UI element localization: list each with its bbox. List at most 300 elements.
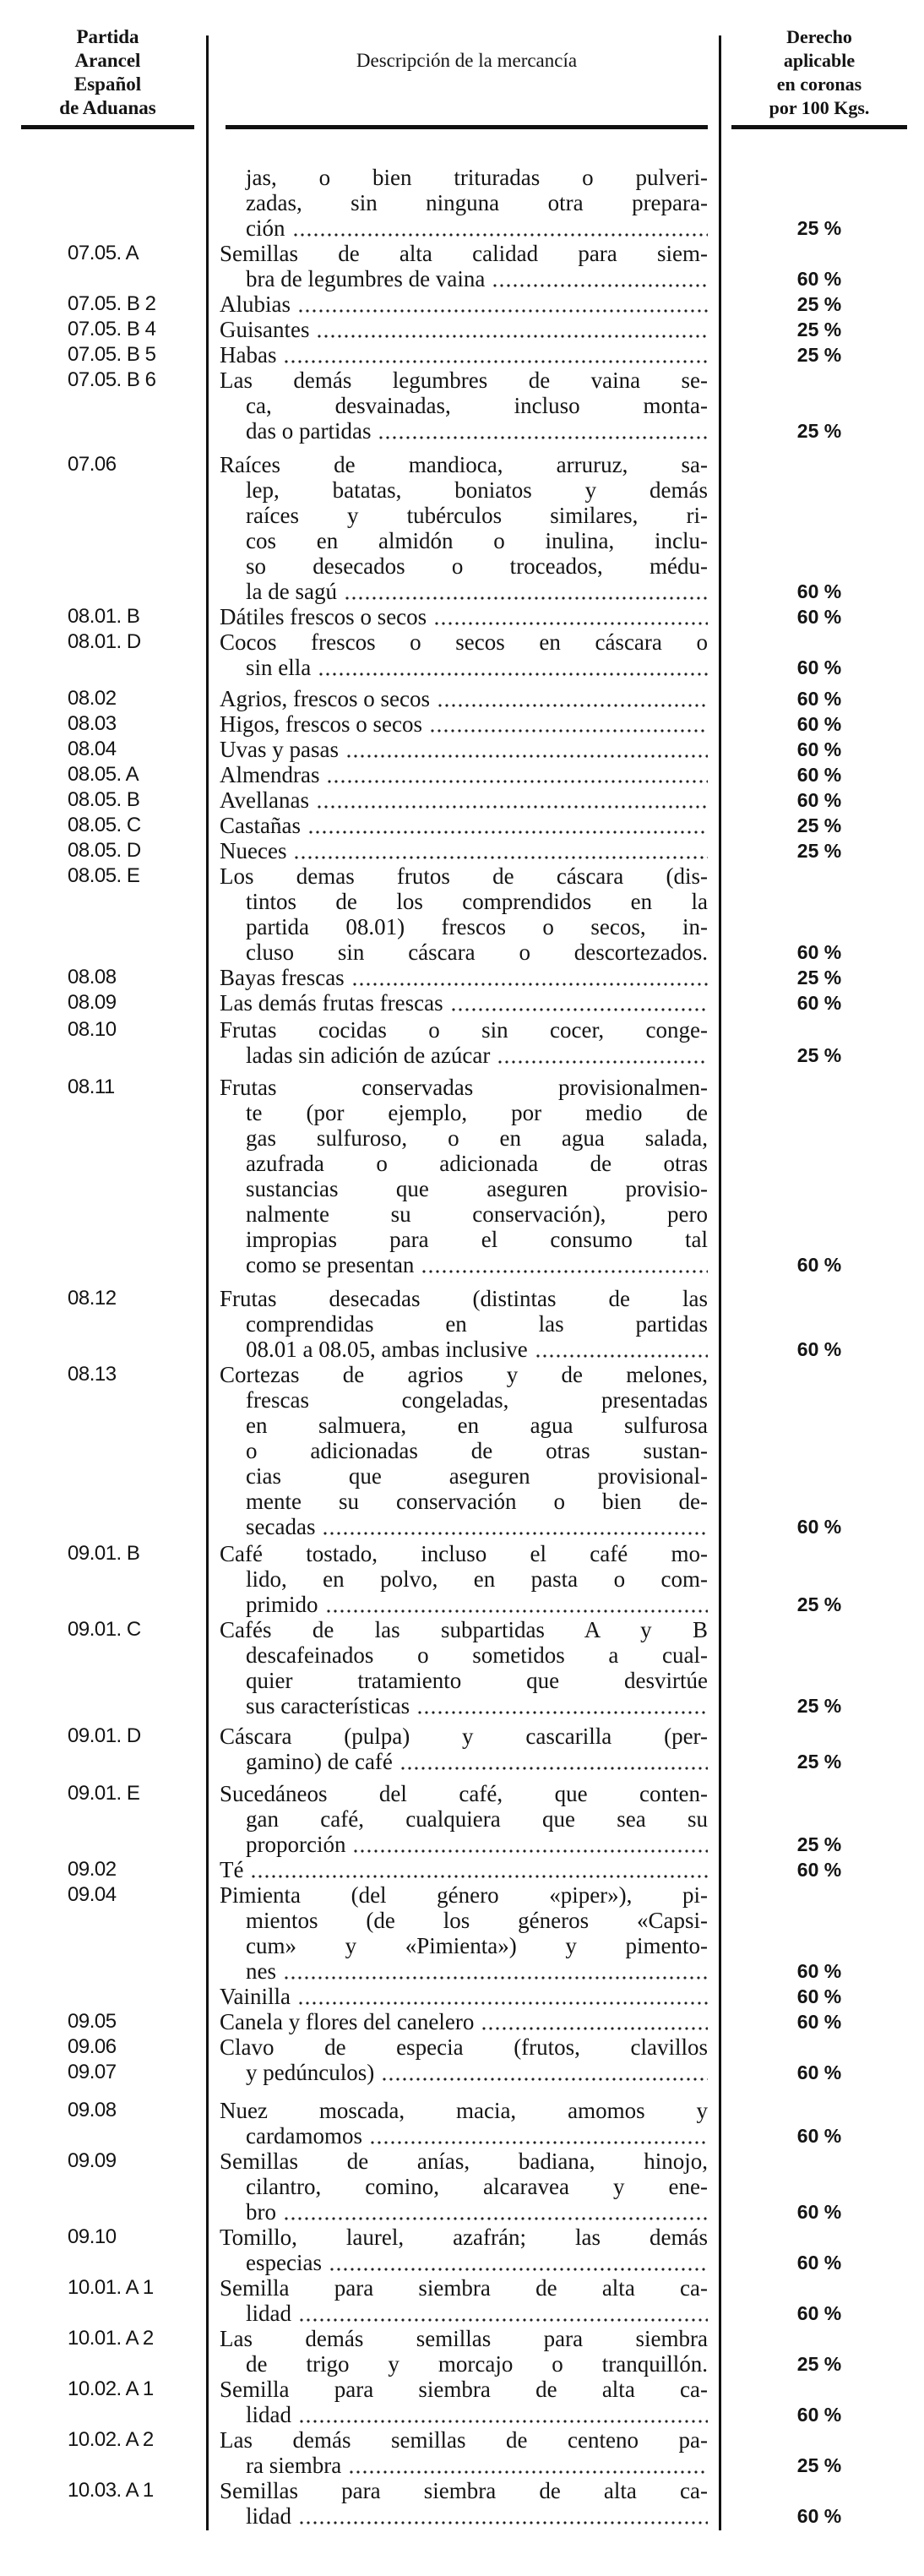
description-text: Las demás legumbres de vaina se- (220, 368, 708, 393)
table-row (0, 1781, 924, 1857)
description-text: ladas sin adición de azúcar (246, 1043, 491, 1068)
merchandise-description (220, 2148, 708, 2225)
partida-code (68, 813, 203, 838)
description-text: Vainilla (220, 1984, 291, 2009)
description-line (220, 1984, 708, 2009)
description-line (220, 2453, 708, 2478)
description-text: das o partidas (246, 418, 372, 444)
description-text: jas, o bien trituradas o pulveri- (246, 165, 708, 190)
description-line (220, 2503, 708, 2529)
partida-code (68, 2148, 203, 2174)
description-line (220, 477, 708, 503)
table-row (0, 629, 924, 680)
duty-rate: 25 % (796, 293, 842, 315)
table-row (0, 452, 924, 604)
merchandise-description (220, 165, 708, 241)
partida-code-line: 08.11 (68, 1076, 115, 1098)
description-text: Uvas y pasas (220, 737, 339, 762)
description-line (220, 655, 708, 680)
description-line (220, 1176, 708, 1201)
merchandise-description (220, 241, 708, 291)
description-line (220, 2351, 708, 2377)
partida-code-line: 07.05. A (68, 242, 139, 264)
partida-code-line: 08.13 (68, 1363, 117, 1386)
partida-code-line: 09.01. E (68, 1782, 140, 1805)
duty-rate: 25 % (796, 217, 842, 239)
partida-code (68, 1617, 203, 1642)
table-row (0, 965, 924, 990)
duty-rate: 60 % (796, 1985, 842, 2007)
description-line (220, 342, 708, 368)
header-line: por 100 Kgs. (769, 97, 870, 118)
merchandise-description (220, 813, 708, 838)
description-line (220, 1781, 708, 1806)
partida-code (68, 2275, 203, 2301)
description-line (220, 452, 708, 477)
table-row (0, 1286, 924, 1362)
description-text: Los demas frutos de cáscara (dis- (220, 863, 708, 889)
partida-code (68, 2225, 203, 2250)
description-line (220, 1438, 708, 1463)
merchandise-description (220, 342, 708, 368)
description-line (220, 1592, 708, 1617)
description-text: ra siembra (246, 2453, 342, 2478)
dot-leader (421, 1252, 708, 1277)
duty-rate: 25 % (796, 1044, 842, 1066)
description-text: lidad (246, 2301, 291, 2326)
description-line (220, 215, 708, 241)
description-text: Frutas desecadas (distintas de las (220, 1286, 708, 1311)
dot-leader (322, 1514, 708, 1539)
header-line: Español (73, 74, 142, 95)
description-line (220, 990, 708, 1016)
description-line (220, 914, 708, 939)
partida-code-line: 07.05. B 6 (68, 368, 156, 391)
partida-code-line: 08.05. C (68, 814, 141, 836)
table-row (0, 2225, 924, 2275)
description-line (220, 1387, 708, 1413)
description-text: mente su conservación o bien de- (246, 1489, 708, 1514)
description-text: 08.01 a 08.05, ambas inclusive (246, 1337, 528, 1362)
header-line: Derecho (786, 26, 852, 47)
partida-code (68, 990, 203, 1016)
description-text: mientos (de los géneros «Capsi- (246, 1908, 708, 1933)
dot-leader (344, 579, 708, 604)
duty-rate: 60 % (796, 1960, 842, 1982)
partida-code (68, 291, 203, 317)
dot-leader (326, 762, 708, 787)
table-row (0, 1075, 924, 1277)
dot-leader (378, 418, 708, 444)
description-text: sustancias que aseguren provisio- (246, 1176, 708, 1201)
dot-leader (283, 1958, 708, 1984)
merchandise-description (220, 838, 708, 863)
description-text: Nuez moscada, macia, amomos y (220, 2098, 708, 2123)
partida-code (68, 2034, 203, 2085)
description-line (220, 393, 708, 418)
description-text: Alubias (220, 291, 291, 317)
description-line (220, 1724, 708, 1749)
duty-rate: 25 % (796, 1695, 842, 1717)
partida-code (68, 1286, 203, 1311)
partida-code-line: 09.02 (68, 1858, 117, 1881)
description-text: raíces y tubérculos similares, ri- (246, 503, 708, 528)
partida-code-line: 07.05. B 4 (68, 318, 156, 340)
header-line: en coronas (776, 74, 862, 95)
merchandise-description (220, 2377, 708, 2427)
duty-rate: 60 % (796, 1254, 842, 1276)
description-line (220, 165, 708, 190)
merchandise-description (220, 317, 708, 342)
partida-code (68, 1362, 203, 1387)
partida-code-line: 09.07 (68, 2061, 117, 2083)
partida-code (68, 711, 203, 737)
description-text: la de sagú (246, 579, 337, 604)
description-line (220, 1857, 708, 1882)
table-row (0, 165, 924, 241)
description-text: cardamomos (246, 2123, 362, 2148)
partida-code (68, 686, 203, 711)
partida-code-line: 10.03. A 1 (68, 2479, 154, 2502)
description-text: Té (220, 1857, 244, 1882)
duty-rate: 25 % (796, 840, 842, 862)
dot-leader (345, 737, 708, 762)
description-text: cias que aseguren provisional- (246, 1463, 708, 1489)
tariff-table-body (0, 165, 924, 2529)
duty-rate: 25 % (796, 1833, 842, 1855)
partida-code-line: 08.02 (68, 687, 117, 710)
partida-code (68, 2427, 203, 2453)
description-text: lido, en polvo, en pasta o com- (246, 1566, 708, 1592)
table-row (0, 813, 924, 838)
duty-rate: 60 % (796, 2302, 842, 2324)
description-text: comprendidas en las partidas (246, 1311, 708, 1337)
duty-rate: 25 % (796, 1593, 842, 1615)
partida-code-line: 08.01. B (68, 605, 140, 628)
description-line (220, 1693, 708, 1718)
description-text: Cafés de las subpartidas A y B (220, 1617, 708, 1642)
partida-code-line: 10.02. A 2 (68, 2428, 154, 2451)
dot-leader (351, 965, 708, 990)
partida-code-line: 09.01. B (68, 1542, 140, 1565)
description-text: Frutas conservadas provisionalmen- (220, 1075, 708, 1100)
partida-code-line: 10.01. A 2 (68, 2327, 154, 2350)
description-line (220, 1151, 708, 1176)
table-row (0, 1724, 924, 1774)
description-line (220, 965, 708, 990)
table-row (0, 2275, 924, 2326)
duty-rate: 60 % (796, 1338, 842, 1360)
description-text: bra de legumbres de vaina (246, 266, 486, 291)
table-row (0, 241, 924, 291)
description-line (220, 1617, 708, 1642)
description-line (220, 939, 708, 965)
partida-code-line: 09.04 (68, 1883, 117, 1906)
description-text: zadas, sin ninguna otra prepara- (246, 190, 708, 215)
dot-leader (348, 2453, 708, 2478)
description-line (220, 553, 708, 579)
duty-rate: 60 % (796, 1516, 842, 1538)
description-text: sin ella (246, 655, 312, 680)
description-text: Guisantes (220, 317, 310, 342)
duty-rate: 60 % (796, 1859, 842, 1881)
merchandise-description (220, 2478, 708, 2529)
description-text: Las demás semillas de centeno pa- (220, 2427, 708, 2453)
description-text: partida 08.01) frescos o secos, in- (246, 914, 708, 939)
description-text: tintos de los comprendidos en la (246, 889, 708, 914)
table-row (0, 2009, 924, 2034)
table-row (0, 2326, 924, 2377)
merchandise-description (220, 2098, 708, 2148)
partida-code (68, 737, 203, 762)
table-row (0, 1017, 924, 1068)
description-text: Castañas (220, 813, 301, 838)
description-text: gan café, cualquiera que sea su (246, 1806, 708, 1832)
partida-code (68, 2478, 203, 2503)
dot-leader (307, 813, 708, 838)
dot-leader (297, 1984, 708, 2009)
merchandise-description (220, 787, 708, 813)
duty-rate: 60 % (796, 764, 842, 786)
partida-code-line: 07.06 (68, 453, 117, 476)
description-text: Raíces de mandioca, arruruz, sa- (220, 452, 708, 477)
partida-code-line: 09.01. C (68, 1618, 141, 1641)
table-row (0, 838, 924, 863)
merchandise-description (220, 1781, 708, 1857)
column-header-partida (21, 25, 194, 120)
description-line (220, 2427, 708, 2453)
description-line (220, 266, 708, 291)
description-text: como se presentan (246, 1252, 415, 1277)
merchandise-description (220, 604, 708, 629)
header-line: de Aduanas (59, 97, 156, 118)
description-text: ción (246, 215, 285, 241)
description-line (220, 629, 708, 655)
description-line (220, 1642, 708, 1668)
header-line: Partida (76, 26, 139, 47)
description-line (220, 2225, 708, 2250)
description-line (220, 813, 708, 838)
partida-code-line: 07.05. B 2 (68, 292, 156, 315)
duty-rate: 25 % (796, 319, 842, 340)
description-line (220, 2148, 708, 2174)
table-row (0, 2034, 924, 2085)
partida-code (68, 604, 203, 629)
dot-leader (316, 317, 708, 342)
partida-code-line: 08.10 (68, 1018, 117, 1041)
description-line (220, 1749, 708, 1774)
duty-rate: 60 % (796, 268, 842, 290)
description-line (220, 1311, 708, 1337)
dot-leader (292, 215, 709, 241)
description-line (220, 1100, 708, 1125)
partida-code (68, 787, 203, 813)
description-text: Café tostado, incluso el café mo- (220, 1541, 708, 1566)
table-row (0, 604, 924, 629)
description-line (220, 1832, 708, 1857)
merchandise-description (220, 1984, 708, 2009)
dot-leader (429, 711, 708, 737)
description-line (220, 1566, 708, 1592)
partida-code (68, 368, 203, 393)
duty-rate: 25 % (796, 814, 842, 836)
partida-code-line: 08.05. B (68, 788, 140, 811)
table-row (0, 1617, 924, 1718)
description-text: lep, batatas, boniatos y demás (246, 477, 708, 503)
description-line (220, 190, 708, 215)
dot-leader (450, 990, 708, 1016)
partida-code-line: 08.04 (68, 738, 117, 760)
partida-code-line: 08.03 (68, 712, 117, 735)
dot-leader (399, 1749, 708, 1774)
partida-code-line: 09.10 (68, 2225, 117, 2248)
partida-code (68, 863, 203, 889)
description-line (220, 241, 708, 266)
description-line (220, 863, 708, 889)
description-line (220, 2377, 708, 2402)
description-text: Semilla para siembra de alta ca- (220, 2275, 708, 2301)
description-line (220, 1933, 708, 1958)
dot-leader (433, 604, 708, 629)
merchandise-description (220, 863, 708, 965)
dot-leader (293, 838, 708, 863)
table-row (0, 1882, 924, 1984)
description-line (220, 2250, 708, 2275)
merchandise-description (220, 2225, 708, 2275)
description-line (220, 1882, 708, 1908)
dot-leader (283, 342, 708, 368)
partida-code-line: 08.09 (68, 991, 117, 1014)
merchandise-description (220, 1857, 708, 1882)
description-text: gas sulfuroso, o en agua salada, (246, 1125, 708, 1151)
description-text: y pedúnculos) (246, 2060, 375, 2085)
description-line (220, 2009, 708, 2034)
description-line (220, 2098, 708, 2123)
description-line (220, 418, 708, 444)
table-row (0, 1984, 924, 2009)
partida-code-line: 10.02. A 1 (68, 2377, 154, 2400)
table-row (0, 2148, 924, 2225)
description-text: cos en almidón o inulina, inclu- (246, 528, 708, 553)
description-text: Cortezas de agrios y de melones, (220, 1362, 708, 1387)
merchandise-description (220, 2275, 708, 2326)
description-text: Higos, frescos o secos (220, 711, 422, 737)
column-header-derecho (731, 25, 907, 120)
description-line (220, 2301, 708, 2326)
partida-code (68, 2377, 203, 2402)
partida-code-line: 08.08 (68, 966, 117, 988)
partida-code (68, 2009, 203, 2034)
partida-code-line: 07.05. B 5 (68, 343, 156, 366)
description-line (220, 838, 708, 863)
description-line (220, 1252, 708, 1277)
description-text: secadas (246, 1514, 316, 1539)
merchandise-description (220, 2427, 708, 2478)
dot-leader (298, 2503, 708, 2529)
description-text: Cocos frescos o secos en cáscara o (220, 629, 708, 655)
description-line (220, 711, 708, 737)
description-text: de trigo y morcajo o tranquillón. (246, 2351, 708, 2377)
description-line (220, 2199, 708, 2225)
description-line (220, 503, 708, 528)
description-line (220, 1017, 708, 1043)
description-text: Las demás semillas para siembra (220, 2326, 708, 2351)
table-row (0, 2377, 924, 2427)
description-text: cum» y «Pimienta») y pimento- (246, 1933, 708, 1958)
merchandise-description (220, 1075, 708, 1277)
duty-rate: 25 % (796, 2454, 842, 2476)
column-header-descripcion (226, 49, 708, 73)
dot-leader (316, 787, 708, 813)
description-text: nalmente su conservación), pero (246, 1201, 708, 1227)
partida-code (68, 762, 203, 787)
description-text: descafeinados o sometidos a cual- (246, 1642, 708, 1668)
partida-code (68, 629, 203, 655)
description-text: Semillas de alta calidad para siem- (220, 241, 708, 266)
description-line (220, 787, 708, 813)
description-text: Almendras (220, 762, 320, 787)
merchandise-description (220, 629, 708, 680)
merchandise-description (220, 1286, 708, 1362)
description-text: quier tratamiento que desvirtúe (246, 1668, 708, 1693)
dot-leader (416, 1693, 708, 1718)
dot-leader (437, 686, 708, 711)
merchandise-description (220, 686, 708, 711)
table-row (0, 1857, 924, 1882)
description-line (220, 2174, 708, 2199)
description-text: Clavo de especia (frutos, clavillos (220, 2034, 708, 2060)
dot-leader (298, 2301, 708, 2326)
merchandise-description (220, 1017, 708, 1068)
partida-code (68, 452, 203, 477)
duty-rate: 60 % (796, 738, 842, 760)
description-text: frescas congeladas, presentadas (246, 1387, 708, 1413)
description-text: te (por ejemplo, por medio de (246, 1100, 708, 1125)
duty-rate: 60 % (796, 2404, 842, 2426)
description-line (220, 2478, 708, 2503)
dot-leader (369, 2123, 708, 2148)
description-text: especias (246, 2250, 322, 2275)
table-row (0, 686, 924, 711)
header-line: Descripción de la mercancía (356, 50, 578, 71)
description-line (220, 1227, 708, 1252)
dot-leader (329, 2250, 708, 2275)
description-text: cluso sin cáscara o descortezados. (246, 939, 708, 965)
duty-rate: 60 % (796, 789, 842, 811)
partida-code-line: 08.05. E (68, 864, 140, 887)
description-line (220, 1413, 708, 1438)
description-line (220, 737, 708, 762)
merchandise-description (220, 1617, 708, 1718)
merchandise-description (220, 1724, 708, 1774)
table-row (0, 863, 924, 965)
description-line (220, 528, 708, 553)
table-row (0, 2427, 924, 2478)
dot-leader (283, 2199, 708, 2225)
description-line (220, 368, 708, 393)
header-rule-value (731, 125, 907, 129)
description-text: ca, desvainadas, incluso monta- (246, 393, 708, 418)
description-line (220, 604, 708, 629)
description-line (220, 1043, 708, 1068)
partida-code-line: 08.05. A (68, 763, 139, 786)
description-line (220, 2034, 708, 2060)
duty-rate: 25 % (796, 2353, 842, 2375)
table-row (0, 762, 924, 787)
partida-code (68, 1075, 203, 1100)
merchandise-description (220, 1882, 708, 1984)
table-row (0, 2478, 924, 2529)
